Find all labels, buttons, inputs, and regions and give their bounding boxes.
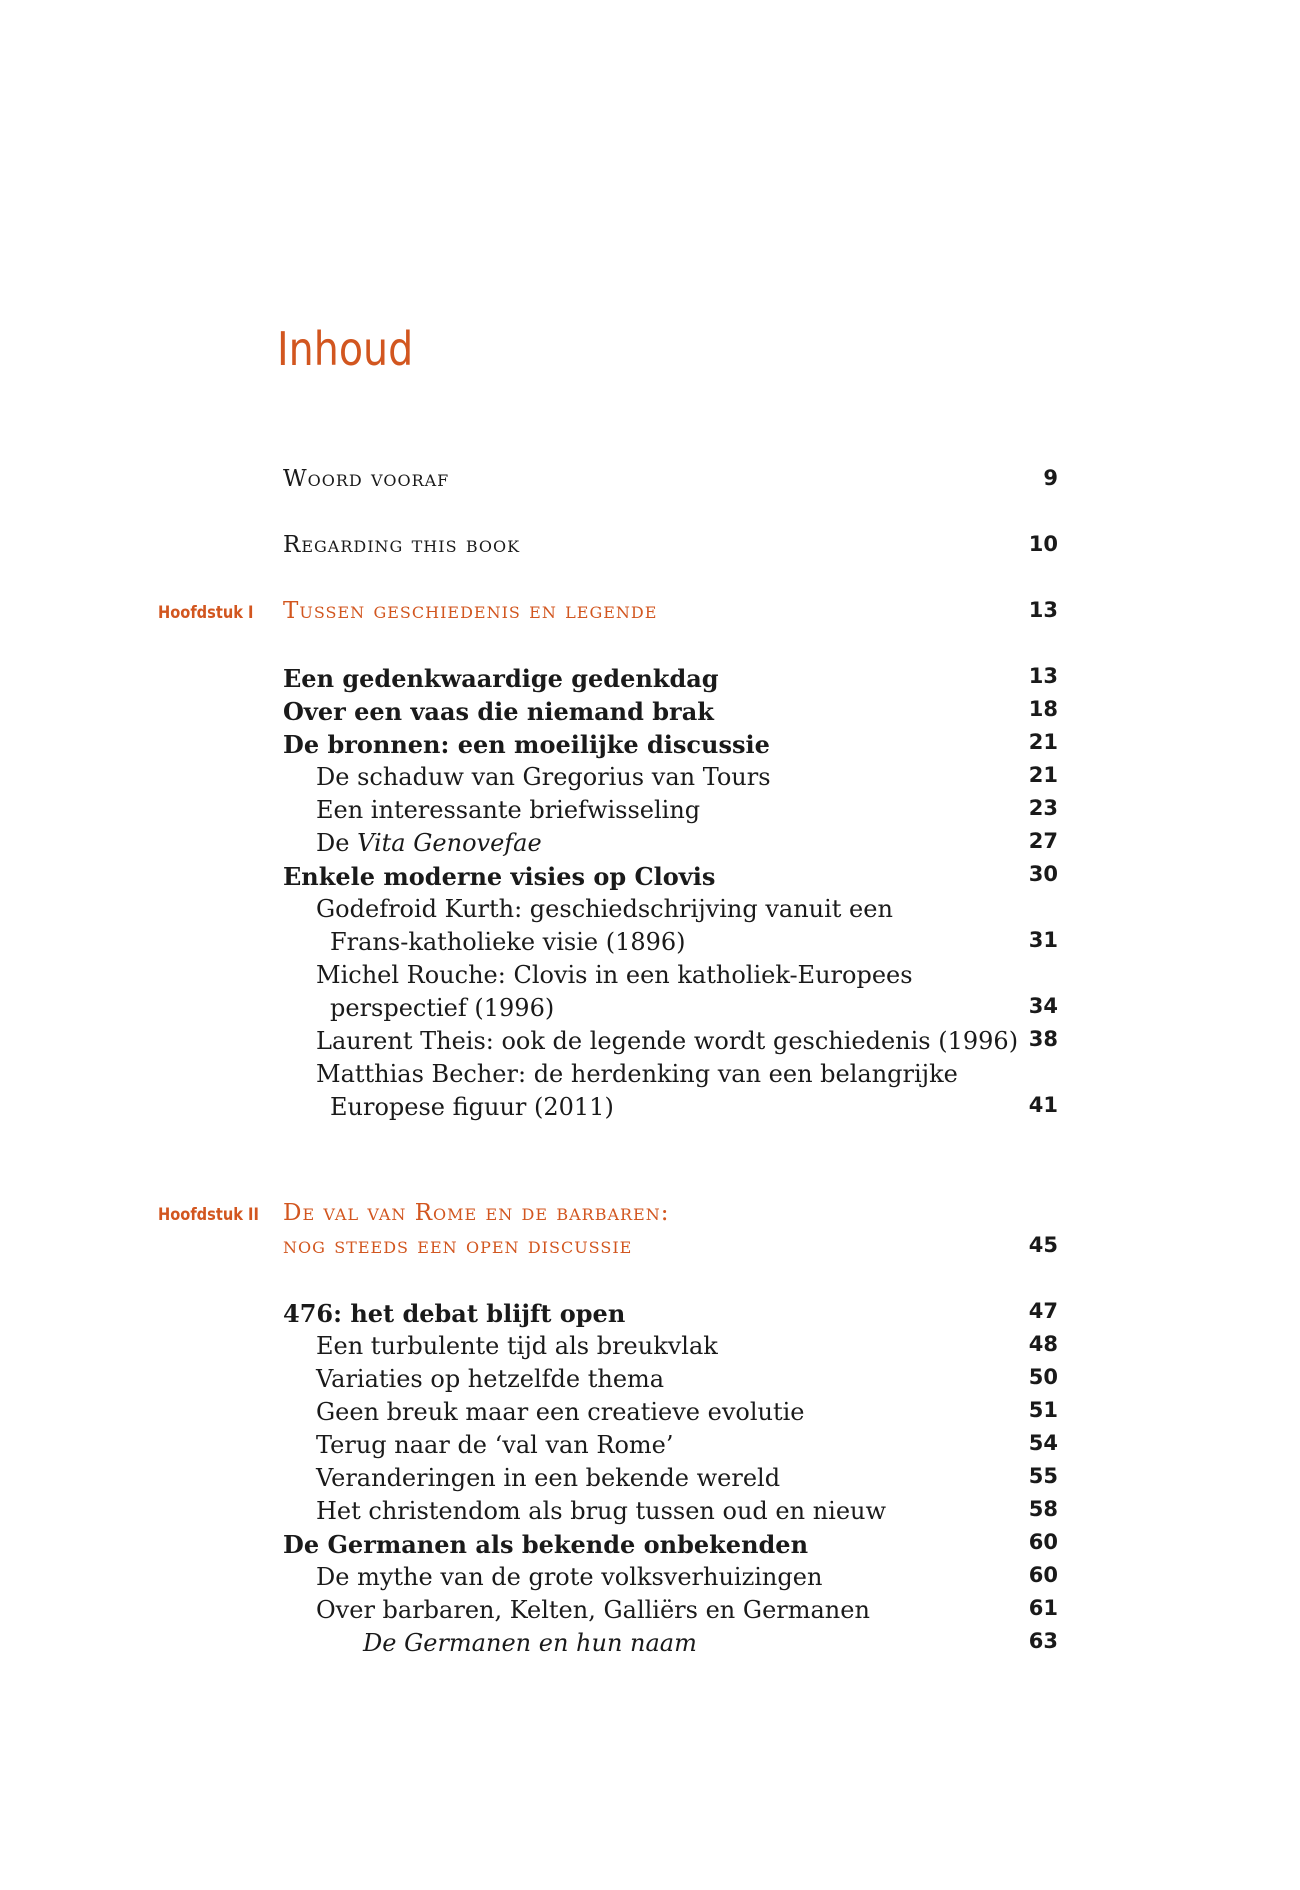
toc-entry-regarding[interactable] — [0, 532, 1300, 566]
toc-entry[interactable] — [0, 1027, 1300, 1061]
toc-label — [316, 829, 542, 857]
toc-chapter-1[interactable] — [0, 598, 1300, 632]
toc-entry[interactable] — [0, 730, 1300, 764]
toc-page: 31 — [1028, 928, 1058, 952]
toc-label: De bronnen: een moeilijke discussie — [283, 730, 770, 759]
toc-entry[interactable] — [0, 1497, 1300, 1531]
toc-label: De Germanen als bekende onbekenden — [283, 1530, 809, 1559]
toc-label-prefix: De — [316, 829, 358, 857]
toc-chapter-2-line1[interactable] — [0, 1200, 1300, 1234]
toc-page: 9 — [1043, 466, 1058, 490]
toc-entry[interactable] — [0, 796, 1300, 830]
chapter-tag: Hoofdstuk I — [158, 603, 254, 623]
page-title: Inhoud — [277, 322, 414, 376]
toc-label: Veranderingen in een bekende wereld — [316, 1464, 781, 1492]
chapter-tag: Hoofdstuk II — [158, 1205, 259, 1225]
toc-entry[interactable] — [0, 1332, 1300, 1366]
toc-page: 48 — [1028, 1332, 1058, 1356]
toc-page: 50 — [1028, 1365, 1058, 1389]
toc-label: Godefroid Kurth: geschiedschrijving vanuit een — [316, 895, 893, 923]
toc-label: Laurent Theis: ook de legende wordt geschiedenis (1996) — [316, 1027, 1019, 1055]
toc-label: Een interessante briefwisseling — [316, 796, 701, 824]
toc-page: 60 — [1028, 1530, 1058, 1554]
toc-entry[interactable] — [0, 1530, 1300, 1564]
toc-label: Michel Rouche: Clovis in een katholiek-Europees — [316, 961, 913, 989]
toc-entry[interactable] — [0, 763, 1300, 797]
toc-label: Europese figuur (2011) — [330, 1093, 614, 1121]
toc-entry[interactable] — [0, 862, 1300, 896]
toc-label: 476: het debat blijft open — [283, 1299, 626, 1328]
toc-label: Over een vaas die niemand brak — [283, 697, 714, 726]
toc-page: 45 — [1028, 1233, 1058, 1257]
toc-label-italic: Vita Genovefae — [357, 829, 542, 857]
toc-entry-line1[interactable] — [0, 895, 1300, 929]
toc-entry[interactable] — [0, 697, 1300, 731]
toc-page: 58 — [1028, 1497, 1058, 1521]
toc-label: Frans-katholieke visie (1896) — [330, 928, 686, 956]
toc-entry[interactable] — [0, 1431, 1300, 1465]
toc-label: Variaties op hetzelfde thema — [316, 1365, 665, 1393]
chapter-title-line2: nog steeds een open discussie — [283, 1233, 633, 1259]
toc-entry[interactable] — [0, 1629, 1300, 1663]
toc-entry[interactable] — [0, 1398, 1300, 1432]
toc-entry-line1[interactable] — [0, 1060, 1300, 1094]
toc-page: 51 — [1028, 1398, 1058, 1422]
toc-label: Een turbulente tijd als breukvlak — [316, 1332, 718, 1360]
toc-entry[interactable] — [0, 1596, 1300, 1630]
toc-label: Geen breuk maar een creatieve evolutie — [316, 1398, 805, 1426]
toc-label: Het christendom als brug tussen oud en nieuw — [316, 1497, 887, 1525]
toc-entry[interactable] — [0, 1365, 1300, 1399]
toc-chapter-2-line2[interactable] — [0, 1233, 1300, 1267]
chapter-title-line1: De val van Rome en de barbaren: — [283, 1200, 670, 1226]
toc-label: perspectief (1996) — [330, 994, 555, 1022]
toc-label: De schaduw van Gregorius van Tours — [316, 763, 771, 791]
toc-entry[interactable] — [0, 1563, 1300, 1597]
toc-page: 13 — [1028, 598, 1058, 622]
toc-label: De Germanen en hun naam — [363, 1629, 697, 1657]
toc-page: 63 — [1028, 1629, 1058, 1653]
toc-entry[interactable] — [0, 1299, 1300, 1333]
toc-entry-line2[interactable] — [0, 928, 1300, 962]
toc-label: Enkele moderne visies op Clovis — [283, 862, 716, 891]
toc-entry[interactable] — [0, 1464, 1300, 1498]
toc-page: 38 — [1028, 1027, 1058, 1051]
toc-page: 61 — [1028, 1596, 1058, 1620]
toc-page: 47 — [1028, 1299, 1058, 1323]
toc-label: Over barbaren, Kelten, Galliërs en Germanen — [316, 1596, 870, 1624]
toc-entry-line2[interactable] — [0, 1093, 1300, 1127]
toc-label: Terug naar de ‘val van Rome’ — [316, 1431, 674, 1459]
toc-page: 18 — [1028, 697, 1058, 721]
toc-label: Regarding this book — [283, 532, 521, 558]
toc-entry-line1[interactable] — [0, 961, 1300, 995]
toc-page: 34 — [1028, 994, 1058, 1018]
toc-entry[interactable] — [0, 664, 1300, 698]
toc-page: 60 — [1028, 1563, 1058, 1587]
toc-page: 27 — [1028, 829, 1058, 853]
toc-page: 13 — [1028, 664, 1058, 688]
toc-page: 10 — [1028, 532, 1058, 556]
toc-page: 23 — [1028, 796, 1058, 820]
toc-label: Matthias Becher: de herdenking van een belangrijke — [316, 1060, 958, 1088]
toc-entry[interactable] — [0, 829, 1300, 863]
toc-page: 41 — [1028, 1093, 1058, 1117]
chapter-title: Tussen geschiedenis en legende — [283, 598, 658, 624]
toc-label: De mythe van de grote volksverhuizingen — [316, 1563, 823, 1591]
toc-page: 21 — [1028, 763, 1058, 787]
toc-label: Woord vooraf — [283, 466, 450, 492]
toc-page: 55 — [1028, 1464, 1058, 1488]
toc-page: 21 — [1028, 730, 1058, 754]
toc-page: 30 — [1028, 862, 1058, 886]
toc-label: Een gedenkwaardige gedenkdag — [283, 664, 719, 693]
toc-entry-woord-vooraf[interactable] — [0, 466, 1300, 500]
toc-entry-line2[interactable] — [0, 994, 1300, 1028]
toc-page: 54 — [1028, 1431, 1058, 1455]
